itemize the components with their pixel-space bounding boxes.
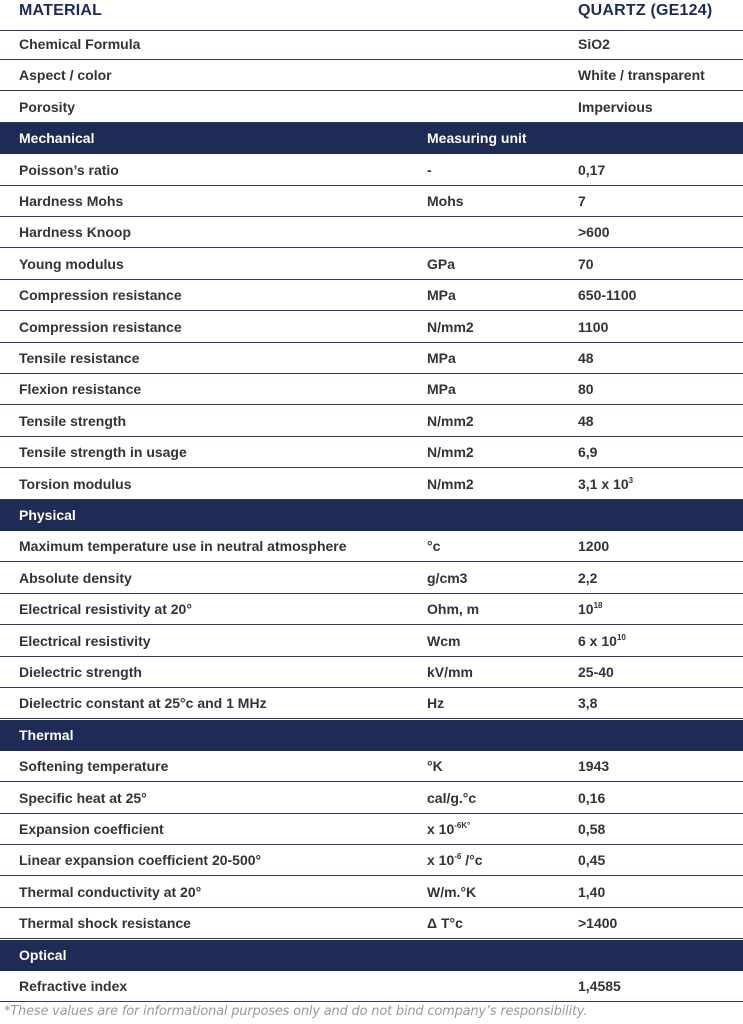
table-row — [0, 437, 743, 468]
value-text: 0,45 — [578, 852, 606, 868]
unit-superscript: -6 — [454, 852, 462, 861]
section-header-physical — [0, 500, 743, 531]
property-unit — [427, 657, 473, 688]
unit-text: W/m.°K — [427, 884, 477, 900]
property-label: Compression resistance — [19, 319, 182, 335]
value-text: 0,17 — [578, 162, 606, 178]
value-text: 6 x 10 — [578, 633, 617, 649]
value-text: 3,1 x 10 — [578, 476, 629, 492]
table-row — [0, 92, 743, 123]
property-label: Young modulus — [19, 256, 124, 272]
property-value — [578, 845, 605, 876]
property-unit — [427, 877, 476, 908]
table-row — [0, 155, 743, 186]
property-unit — [427, 908, 463, 939]
property-unit — [427, 751, 443, 782]
property-unit — [427, 688, 444, 719]
value-text: 6,9 — [578, 444, 598, 460]
value-text: >600 — [578, 224, 610, 240]
property-label: Hardness Mohs — [19, 193, 124, 209]
property-value: SiO2 — [578, 36, 610, 52]
property-label: Electrical resistivity — [19, 633, 151, 649]
property-label: Poisson’s ratio — [19, 162, 119, 178]
property-value — [578, 877, 605, 908]
material-label: MATERIAL — [19, 2, 103, 19]
property-value — [578, 814, 605, 845]
table-row — [0, 217, 743, 248]
value-text: >1400 — [578, 915, 618, 931]
property-value — [578, 437, 597, 468]
table-row — [0, 814, 743, 845]
property-value — [578, 688, 597, 719]
material-header-row — [0, 0, 743, 31]
property-value — [578, 783, 605, 814]
section-header-thermal — [0, 720, 743, 751]
value-text: 1,40 — [578, 884, 606, 900]
section-header-optical — [0, 940, 743, 971]
value-superscript: 18 — [593, 601, 603, 610]
value-text: 70 — [578, 256, 594, 272]
property-label: Dielectric strength — [19, 664, 142, 680]
property-label: Aspect / color — [19, 67, 112, 83]
unit-text: °K — [427, 758, 443, 774]
table-row — [0, 312, 743, 343]
property-label: Absolute density — [19, 570, 132, 586]
property-label: Porosity — [19, 99, 76, 115]
section-title: Optical — [19, 947, 67, 963]
table-row — [0, 688, 743, 719]
table-row — [0, 594, 743, 625]
property-unit — [427, 469, 474, 500]
property-unit — [427, 845, 483, 876]
value-text: 1943 — [578, 758, 610, 774]
table-row — [0, 186, 743, 217]
unit-text: g/cm3 — [427, 570, 468, 586]
property-label: Compression resistance — [19, 287, 182, 303]
property-value — [578, 563, 597, 594]
property-label: Chemical Formula — [19, 36, 141, 52]
property-label: Maximum temperature use in neutral atmosphere — [19, 538, 347, 554]
table-row — [0, 60, 743, 91]
value-text: 48 — [578, 350, 594, 366]
property-value — [578, 374, 594, 405]
table-row — [0, 531, 743, 562]
unit-text: MPa — [427, 381, 456, 397]
property-label: Flexion resistance — [19, 381, 142, 397]
unit-text: N/mm2 — [427, 476, 474, 492]
unit-text: N/mm2 — [427, 413, 474, 429]
table-row — [0, 374, 743, 405]
unit-text: Wcm — [427, 633, 461, 649]
table-row — [0, 908, 743, 939]
unit-text: x 10 — [427, 821, 455, 837]
value-text: 0,58 — [578, 821, 606, 837]
unit-text: GPa — [427, 256, 456, 272]
table-row — [0, 406, 743, 437]
property-unit — [427, 626, 460, 657]
value-text: 48 — [578, 413, 594, 429]
value-text: 3,8 — [578, 695, 598, 711]
value-text: 1,4585 — [578, 978, 621, 994]
unit-text: MPa — [427, 350, 456, 366]
property-unit — [427, 437, 474, 468]
unit-text: Hz — [427, 695, 445, 711]
property-label: Linear expansion coefficient 20-500° — [19, 852, 262, 868]
unit-text: x 10 — [427, 852, 455, 868]
property-label: Softening temperature — [19, 758, 169, 774]
property-unit — [427, 155, 432, 186]
property-unit — [427, 374, 456, 405]
unit-superscript: -6K° — [454, 821, 471, 830]
property-label: Expansion coefficient — [19, 821, 164, 837]
section-title: Physical — [19, 507, 76, 523]
section-title: Mechanical — [19, 130, 95, 146]
property-value — [578, 249, 594, 280]
property-value — [578, 217, 610, 248]
property-label: Tensile resistance — [19, 350, 140, 366]
value-text: 7 — [578, 193, 586, 209]
material-name: QUARTZ (GE124) — [578, 2, 713, 19]
property-unit — [427, 406, 474, 437]
property-unit — [427, 186, 464, 217]
section-title: Thermal — [19, 727, 74, 743]
table-row — [0, 971, 743, 1002]
unit-text: Ohm, m — [427, 601, 480, 617]
property-value — [578, 751, 609, 782]
table-row — [0, 877, 743, 908]
unit-text: N/mm2 — [427, 319, 474, 335]
property-label: Tensile strength — [19, 413, 127, 429]
value-text: 80 — [578, 381, 594, 397]
property-unit — [427, 280, 456, 311]
table-row — [0, 469, 743, 500]
property-unit — [427, 814, 470, 845]
table-row — [0, 657, 743, 688]
property-label: Thermal shock resistance — [19, 915, 191, 931]
property-unit — [427, 249, 455, 280]
property-value — [578, 657, 614, 688]
property-unit — [427, 312, 474, 343]
table-row — [0, 783, 743, 814]
value-superscript: 3 — [628, 476, 634, 485]
table-row — [0, 249, 743, 280]
property-value — [578, 312, 608, 343]
unit-text: MPa — [427, 287, 456, 303]
property-value — [578, 469, 633, 500]
value-superscript: 10 — [616, 633, 626, 642]
table-row — [0, 845, 743, 876]
property-value — [578, 594, 602, 625]
property-label: Dielectric constant at 25°c and 1 MHz — [19, 695, 267, 711]
unit-text: - — [427, 162, 432, 178]
property-value — [578, 406, 594, 437]
property-value — [578, 626, 626, 657]
unit-text: cal/g.°c — [427, 790, 477, 806]
value-text: 10 — [578, 601, 594, 617]
property-label: Thermal conductivity at 20° — [19, 884, 202, 900]
property-unit — [427, 783, 476, 814]
table-row — [0, 280, 743, 311]
property-value — [578, 280, 636, 311]
property-unit — [427, 594, 479, 625]
table-row — [0, 626, 743, 657]
table-row — [0, 751, 743, 782]
property-unit — [427, 563, 467, 594]
unit-text: Δ T°c — [427, 915, 463, 931]
value-text: 0,16 — [578, 790, 606, 806]
table-row — [0, 29, 743, 60]
property-unit — [427, 531, 440, 562]
property-unit — [427, 343, 456, 374]
property-label: Electrical resistivity at 20° — [19, 601, 192, 617]
unit-column-header: Measuring unit — [427, 130, 527, 146]
unit-suffix: /°c — [461, 852, 483, 868]
value-text: 2,2 — [578, 570, 598, 586]
table-row — [0, 343, 743, 374]
property-label: Tensile strength in usage — [19, 444, 187, 460]
property-value — [578, 971, 621, 1002]
section-header-mechanical — [0, 123, 743, 154]
property-value — [578, 343, 594, 374]
unit-text: Mohs — [427, 193, 464, 209]
property-value — [578, 908, 617, 939]
property-value — [578, 531, 609, 562]
unit-text: N/mm2 — [427, 444, 474, 460]
table-row — [0, 563, 743, 594]
property-value — [578, 155, 605, 186]
property-value: White / transparent — [578, 67, 705, 83]
property-value — [578, 186, 586, 217]
disclaimer-footnote: *These values are for informational purposes only and do not bind company’s responsibility. — [4, 1004, 588, 1019]
value-text: 1100 — [578, 319, 609, 335]
property-label: Torsion modulus — [19, 476, 132, 492]
property-label: Hardness Knoop — [19, 224, 132, 240]
unit-text: °c — [427, 538, 441, 554]
unit-text: kV/mm — [427, 664, 473, 680]
value-text: 25-40 — [578, 664, 614, 680]
property-label: Refractive index — [19, 978, 128, 994]
value-text: 1200 — [578, 538, 610, 554]
property-value: Impervious — [578, 99, 653, 115]
property-label: Specific heat at 25° — [19, 790, 147, 806]
value-text: 650-1100 — [578, 287, 637, 303]
